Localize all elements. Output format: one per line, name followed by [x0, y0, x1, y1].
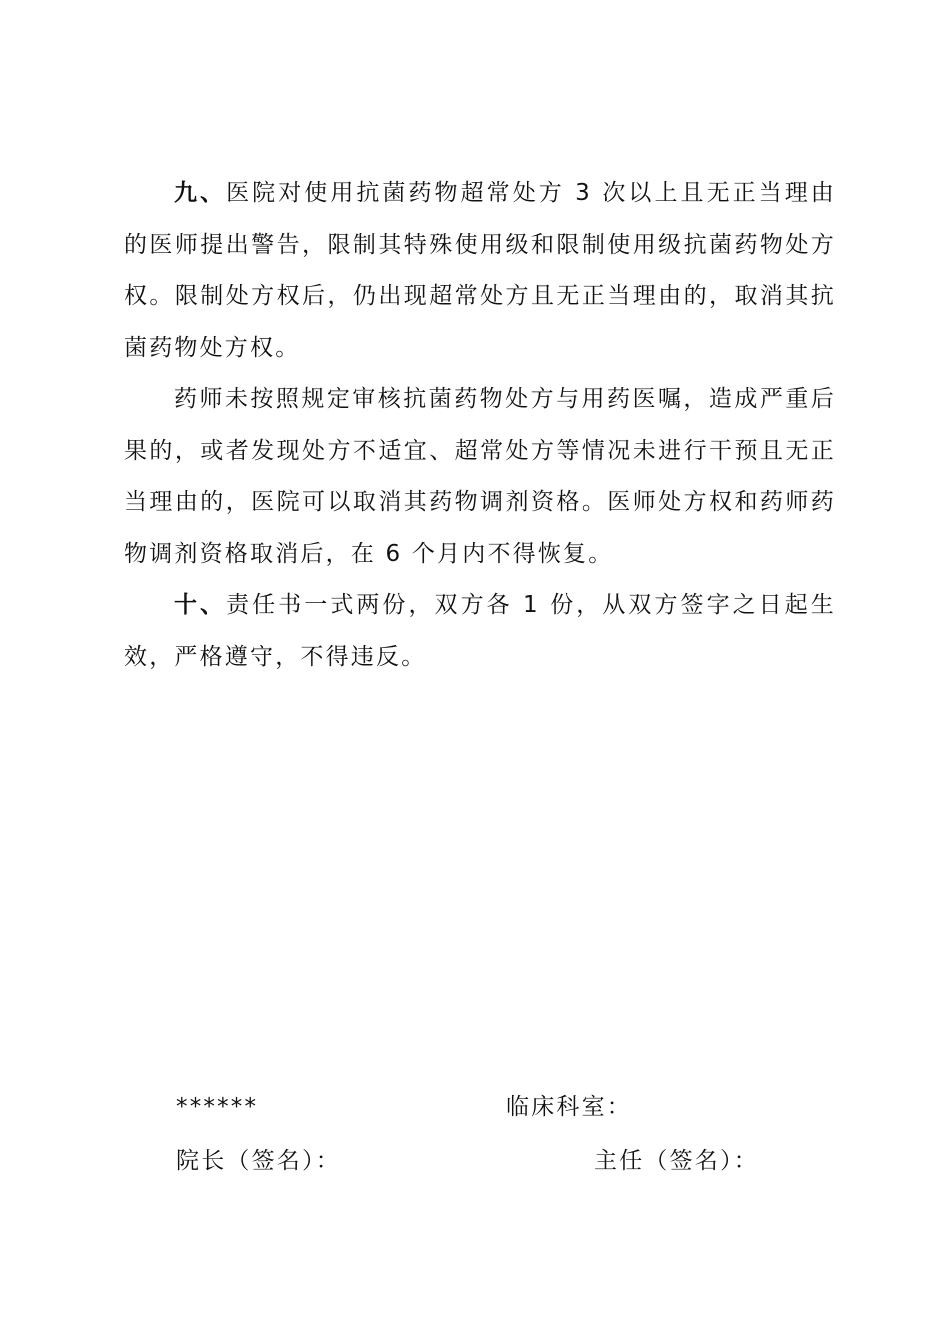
president-signature-field: 院长（签名）： — [176, 1148, 341, 1174]
clause-ten-number: 十、 — [174, 592, 227, 618]
clinical-department-field: 临床科室： — [506, 1094, 632, 1120]
clause-nine-text: 医院对使用抗菌药物超常处方 3 次以上且无正当理由的医师提出警告，限制其特殊使用级和限制使用级抗菌药物处方权。限制处方权后，仍出现超常处方且无正当理由的，取消其抗菌药物处方权。 — [124, 180, 836, 361]
document-body — [124, 168, 836, 683]
clause-nine-paragraph — [124, 168, 836, 374]
director-signature-field: 主任（签名）： — [594, 1148, 759, 1174]
clause-ten-text: 责任书一式两份，双方各 1 份，从双方签字之日起生效，严格遵守，不得违反。 — [124, 592, 836, 670]
pharmacist-paragraph — [124, 374, 836, 580]
clause-nine-number: 九、 — [174, 180, 227, 206]
hospital-name-field: ****** — [176, 1094, 259, 1120]
clause-ten-paragraph — [124, 580, 836, 683]
pharmacist-text: 药师未按照规定审核抗菌药物处方与用药医嘱，造成严重后果的，或者发现处方不适宜、超常处方等情况未进行干预且无正当理由的，医院可以取消其药物调剂资格。医师处方权和药师药物调剂资格取消后，在 6 个月内不得恢复。 — [124, 386, 836, 567]
